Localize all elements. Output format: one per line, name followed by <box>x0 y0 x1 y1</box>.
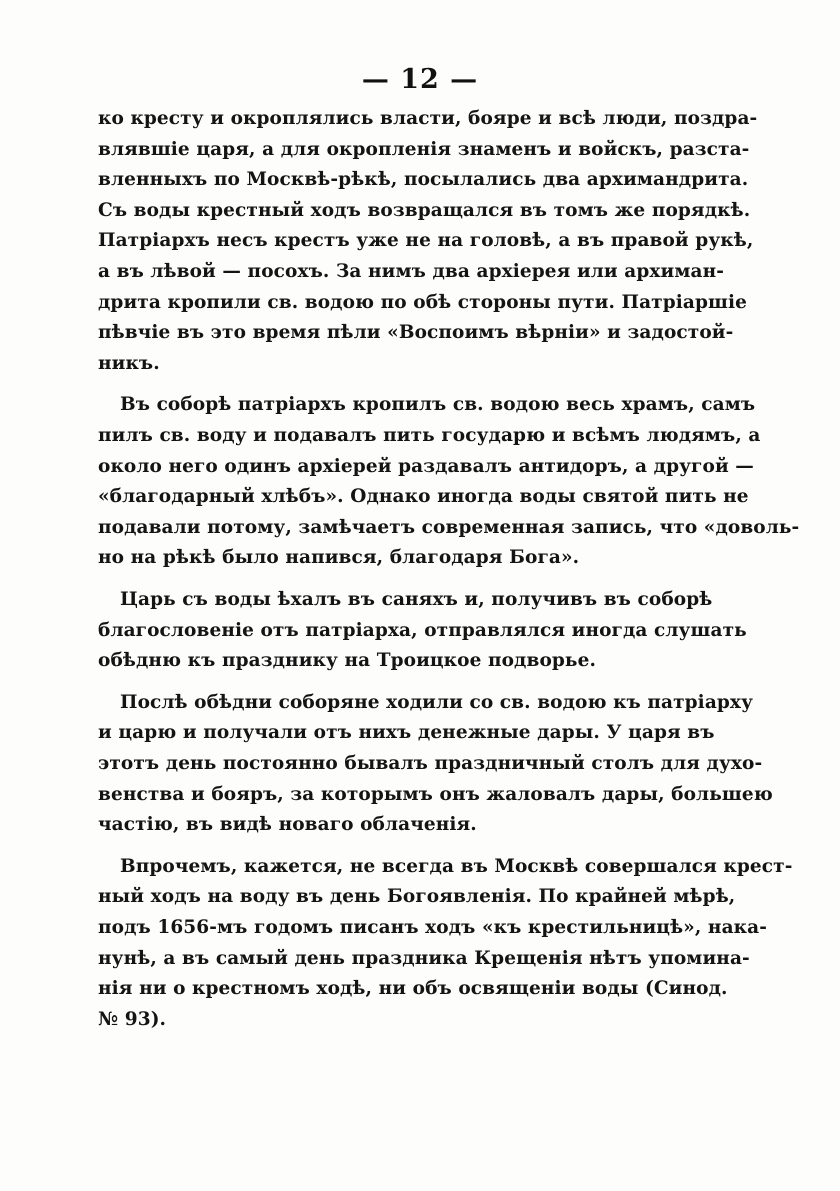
text-line: Съ воды крестный ходъ возвращался въ томъ же порядкѣ. <box>98 199 751 221</box>
text-line: но на рѣкѣ было напився, благодаря Бога». <box>98 547 580 569</box>
text-line: нунѣ, а въ самый день праздника Крещенія нѣтъ упомина- <box>98 947 750 969</box>
text-line: обѣдню къ празднику на Троицкое подворье. <box>98 650 596 672</box>
text-line: «благодарный хлѣбъ». Однако иногда воды святой пить не <box>98 486 749 508</box>
text-line: Патріархъ несъ крестъ уже не на головѣ, а въ правой рукѣ, <box>98 230 754 252</box>
text-line: влявшіе царя, а для окропленія знаменъ и войскъ, разста- <box>98 138 750 160</box>
text-line: около него одинъ архіерей раздавалъ антидоръ, а другой — <box>98 455 754 477</box>
text-line: Въ соборѣ патріархъ кропилъ св. водою весь храмъ, самъ <box>120 394 756 416</box>
text-line: подавали потому, замѣчаетъ современная запись, что «доволь- <box>98 516 800 538</box>
text-line: этотъ день постоянно бывалъ праздничный столъ для духо- <box>98 753 763 774</box>
text-line: частію, въ видѣ новаго облаченія. <box>98 814 477 836</box>
text-line: подъ 1656-мъ годомъ писанъ ходъ «къ крестильницѣ», нака- <box>98 917 767 938</box>
text-line: пилъ св. воду и подавалъ пить государю и всѣмъ людямъ, а <box>98 425 761 446</box>
text-line: венства и бояръ, за которымъ онъ жаловалъ дары, большею <box>98 783 773 805</box>
page-number: — 12 — <box>361 64 479 95</box>
text-line: благословеніе отъ патріарха, отправлялся иногда слушать <box>98 619 747 641</box>
text-line: вленныхъ по Москвѣ-рѣкѣ, посылались два архимандрита. <box>98 169 749 191</box>
text-line: ко кресту и окроплялись власти, бояре и всѣ люди, поздра- <box>98 108 758 129</box>
text-line: Царь съ воды ѣхалъ въ саняхъ и, получивъ въ соборѣ <box>120 589 713 610</box>
text-line: дрита кропили св. водою по обѣ стороны пути. Патріаршіе <box>98 291 748 313</box>
text-line: ный ходъ на воду въ день Богоявленія. По крайней мѣрѣ, <box>98 886 736 908</box>
text-line: Впрочемъ, кажется, не всегда въ Москвѣ совершался крест- <box>120 855 793 877</box>
text-line: никъ. <box>98 352 160 374</box>
text-line: нія ни о крестномъ ходѣ, ни объ освященіи воды (Синод. <box>98 978 728 1000</box>
text-line: № 93). <box>98 1008 167 1030</box>
text-line: а въ лѣвой — посохъ. За нимъ два архіерея или архиман- <box>98 261 725 282</box>
text-line: пѣвчіе въ это время пѣли «Воспоимъ вѣрніи» и задостой- <box>98 322 734 344</box>
text-line: Послѣ обѣдни соборяне ходили со св. водою къ патріарху <box>120 691 754 713</box>
text-line: и царю и получали отъ нихъ денежные дары. У царя въ <box>98 722 715 744</box>
